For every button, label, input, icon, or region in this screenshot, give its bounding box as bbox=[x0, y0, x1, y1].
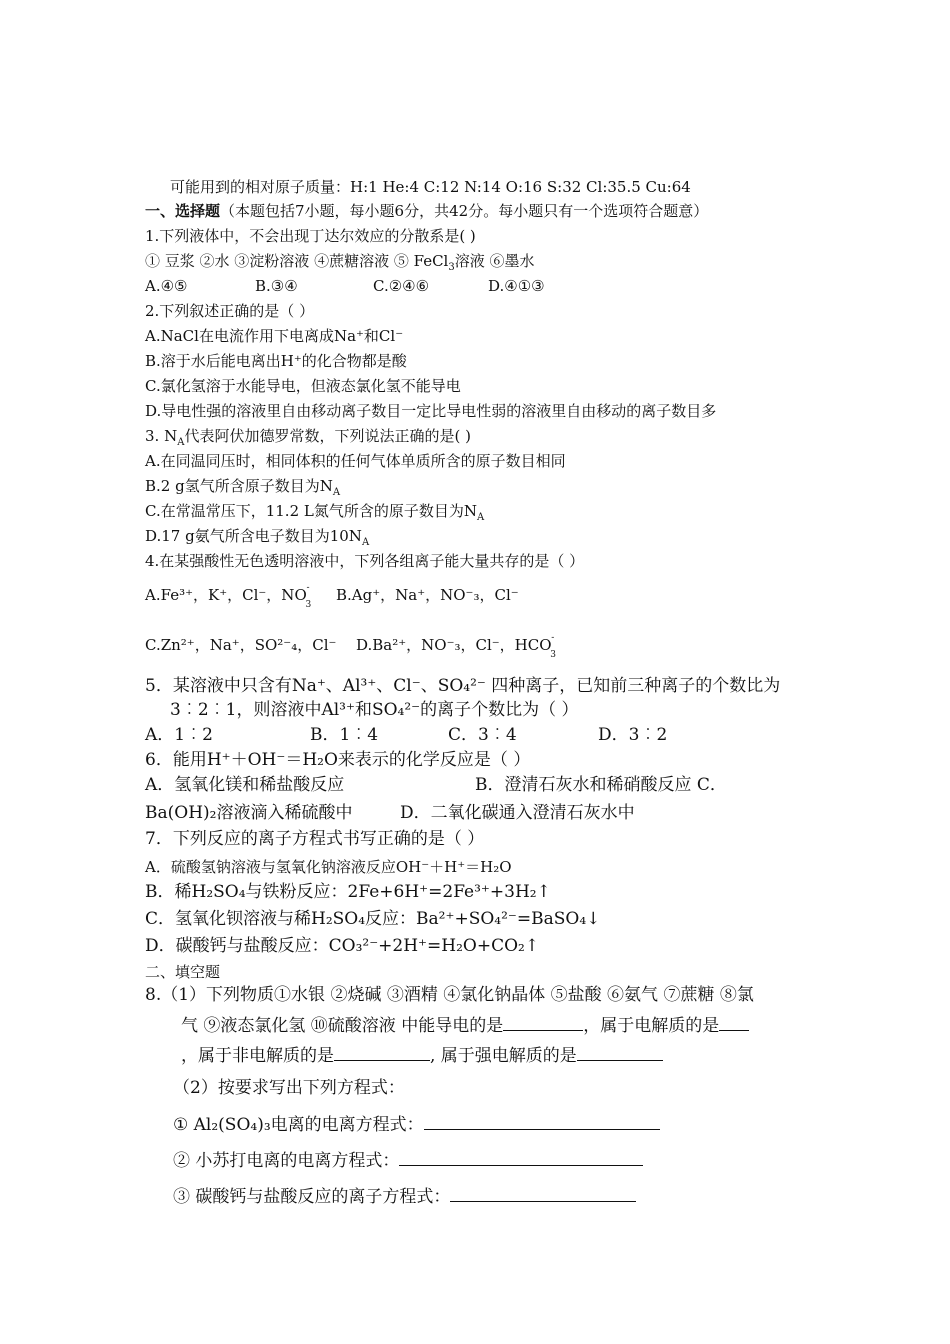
q8-eq3-blank[interactable] bbox=[450, 1186, 636, 1202]
q8-blank-strong-electrolyte[interactable] bbox=[577, 1045, 663, 1061]
q1-stem: 1.下列液体中，不会出现丁达尔效应的分散系是( ) bbox=[145, 227, 476, 245]
q8-eq1 bbox=[173, 1114, 660, 1135]
q1-option-d: D.④①③ bbox=[488, 277, 545, 295]
q6-options-ab bbox=[145, 775, 727, 795]
q3-option-c-text: C.在常温常压下，11.2 L氮气所含的原子数目为N bbox=[145, 502, 477, 520]
q2-option-b: B.溶于水后能电离出H⁺的化合物都是酸 bbox=[145, 352, 407, 370]
q6-option-d: D．二氧化碳通入澄清石灰水中 bbox=[400, 803, 635, 823]
q3-option-c-sub: A bbox=[476, 512, 485, 523]
q4-a-minus: - bbox=[306, 583, 310, 593]
q1-items-a: ① 豆浆 ②水 ③淀粉溶液 ④蔗糖溶液 ⑤ FeCl bbox=[145, 252, 449, 270]
q5-line2: 3︰2︰1，则溶液中Al³⁺和SO₄²⁻的离子个数比为（ ） bbox=[170, 700, 579, 720]
q8-eq2-blank[interactable] bbox=[399, 1150, 643, 1166]
q4-options-cd bbox=[145, 630, 557, 660]
section1-note: （本题包括7小题，每小题6分，共42分。每小题只有一个选项符合题意） bbox=[220, 202, 709, 220]
q8-eq3 bbox=[173, 1186, 636, 1207]
q3-option-c bbox=[145, 501, 484, 521]
q4-options-ab bbox=[145, 580, 519, 610]
q7-option-b: B．稀H₂SO₄与铁粉反应：2Fe+6H⁺=2Fe³⁺+3H₂↑ bbox=[145, 882, 551, 902]
q6-options-cd bbox=[145, 803, 635, 823]
q4-d-minus: - bbox=[551, 633, 555, 643]
q8-line3 bbox=[181, 1045, 663, 1066]
q3-option-b bbox=[145, 476, 340, 496]
q4-stem: 4.在某强酸性无色透明溶液中，下列各组离子能大量共存的是（ ） bbox=[145, 552, 585, 570]
q6-option-b: B．澄清石灰水和稀硝酸反应 C． bbox=[475, 775, 727, 795]
q8-line1: 8.（1）下列物质①水银 ②烧碱 ③酒精 ④氯化钠晶体 ⑤盐酸 ⑥氨气 ⑦蔗糖 ⑧氯 bbox=[145, 985, 754, 1005]
q3-option-b-sub: A bbox=[332, 487, 341, 498]
q8-line2-a: 气 ⑨液态氯化氢 ⑩硫酸溶液 中能导电的是 bbox=[181, 1016, 504, 1036]
q3-option-d-sub: A bbox=[361, 537, 370, 548]
q6-stem: 6．能用H⁺＋OH⁻＝H₂O来表示的化学反应是（ ） bbox=[145, 750, 531, 770]
q8-blank-electrolyte[interactable] bbox=[719, 1015, 749, 1031]
q3-stem bbox=[145, 426, 471, 446]
q2-stem: 2.下列叙述正确的是（ ） bbox=[145, 302, 315, 320]
q3-stem-post: 代表阿伏加德罗常数，下列说法正确的是( ) bbox=[184, 427, 471, 445]
q8-eq3-label: ③ 碳酸钙与盐酸反应的离子方程式： bbox=[173, 1187, 451, 1207]
q3-option-b-text: B.2 g氢气所含原子数目为N bbox=[145, 477, 333, 495]
q3-option-d bbox=[145, 526, 369, 546]
q1-option-b: B.③④ bbox=[255, 277, 298, 295]
q8-blank-conductive[interactable] bbox=[503, 1015, 583, 1031]
q4-option-d: D.Ba²⁺，NO⁻₃，Cl⁻，HC bbox=[355, 636, 540, 654]
section1-heading bbox=[145, 201, 708, 221]
q1-items-sub: 3 bbox=[448, 262, 455, 273]
q7-option-a: A．硫酸氢钠溶液与氢氧化钠溶液反应OH⁻＋H⁺＝H₂O bbox=[145, 858, 512, 876]
atomic-masses-line: 可能用到的相对原子质量：H:1 He:4 C:12 N:14 O:16 S:32 Cl:35.5 Cu:64 bbox=[170, 178, 691, 196]
q8-eq2-label: ② 小苏打电离的电离方程式： bbox=[173, 1151, 400, 1171]
q1-option-a: A.④⑤ bbox=[145, 277, 188, 295]
q2-option-a: A.NaCl在电流作用下电离成Na⁺和Cl⁻ bbox=[145, 327, 404, 345]
q4-option-a-nitrate bbox=[294, 580, 312, 610]
q4-option-b: B.Ag⁺，Na⁺，NO⁻₃，Cl⁻ bbox=[336, 586, 519, 604]
q8-eq2 bbox=[173, 1150, 643, 1171]
q1-items-b: 溶液 ⑥墨水 bbox=[454, 252, 535, 270]
q7-option-c: C．氢氧化钡溶液与稀H₂SO₄反应：Ba²⁺+SO₄²⁻=BaSO₄↓ bbox=[145, 909, 601, 929]
q8-line3-a: ，属于非电解质的是 bbox=[181, 1046, 334, 1066]
q8-line2-b: ，属于电解质的是 bbox=[583, 1016, 720, 1036]
q5-option-a: A．1︰2 bbox=[145, 725, 213, 745]
q1-option-c: C.②④⑥ bbox=[373, 277, 430, 295]
q3-stem-pre: 3. N bbox=[145, 427, 178, 445]
q6-option-a: A．氢氧化镁和稀盐酸反应 bbox=[145, 775, 345, 795]
q6-option-c: Ba(OH)₂溶液滴入稀硫酸中 bbox=[145, 803, 353, 823]
q1-options bbox=[145, 276, 545, 296]
q5-option-c: C．3︰4 bbox=[448, 725, 517, 745]
q4-d-o: O bbox=[539, 636, 552, 654]
q2-option-d: D.导电性强的溶液里自由移动离子数目一定比导电性弱的溶液里自由移动的离子数目多 bbox=[145, 402, 717, 420]
q4-a-o: O bbox=[294, 586, 307, 604]
q4-option-a: A.Fe³⁺，K⁺，Cl⁻，N bbox=[145, 586, 295, 604]
q5-line1: 5．某溶液中只含有Na⁺、Al³⁺、Cl⁻、SO₄²⁻ 四种离子，已知前三种离子的个数比为 bbox=[145, 676, 781, 696]
q3-option-d-text: D.17 g氨气所含电子数目为10N bbox=[145, 527, 362, 545]
q5-option-b: B．1︰4 bbox=[310, 725, 379, 745]
q8-part2: （2）按要求写出下列方程式： bbox=[173, 1078, 405, 1098]
q4-option-c: C.Zn²⁺，Na⁺，SO²⁻₄，Cl⁻ bbox=[145, 636, 337, 654]
q3-option-a: A.在同温同压时，相同体积的任何气体单质所含的原子数目相同 bbox=[145, 452, 566, 470]
q4-d-three: 3 bbox=[550, 650, 556, 660]
q5-options bbox=[145, 725, 667, 745]
q3-stem-sub: A bbox=[177, 437, 185, 448]
q4-a-three: 3 bbox=[305, 600, 312, 610]
q8-line3-b: , 属于强电解质的是 bbox=[430, 1046, 577, 1066]
q2-option-c: C.氯化氢溶于水能导电，但液态氯化氢不能导电 bbox=[145, 377, 461, 395]
q5-option-d: D．3︰2 bbox=[598, 725, 668, 745]
q8-eq1-label: ① Al₂(SO₄)₃电离的电离方程式： bbox=[173, 1115, 424, 1135]
section1-title: 一、选择题 bbox=[145, 202, 221, 220]
q4-option-d-carbonate bbox=[539, 630, 557, 660]
q7-stem: 7．下列反应的离子方程式书写正确的是（ ） bbox=[145, 829, 485, 849]
q7-option-d: D．碳酸钙与盐酸反应：CO₃²⁻+2H⁺=H₂O+CO₂↑ bbox=[145, 936, 540, 956]
q8-line2 bbox=[181, 1015, 749, 1036]
section2-title: 二、填空题 bbox=[145, 963, 221, 981]
q8-eq1-blank[interactable] bbox=[424, 1114, 660, 1130]
q8-blank-nonelectrolyte[interactable] bbox=[334, 1045, 430, 1061]
q1-items bbox=[145, 251, 535, 271]
